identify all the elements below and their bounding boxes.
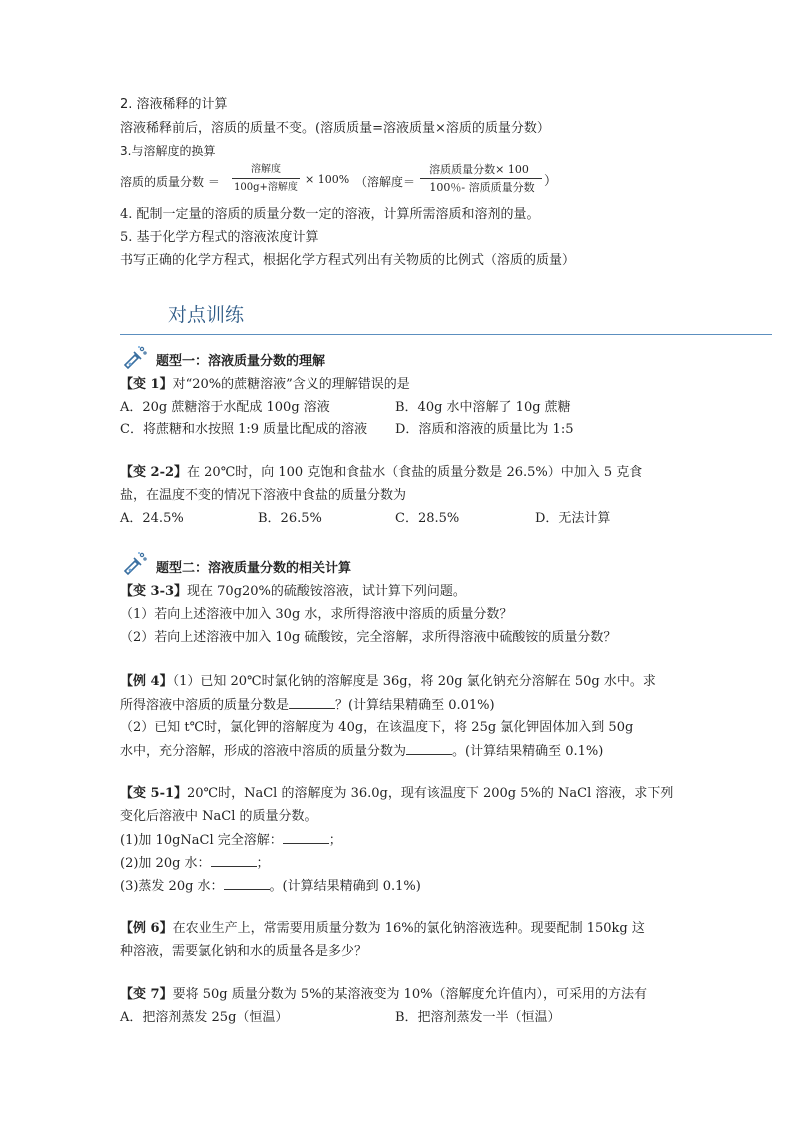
sub-question [120, 877, 421, 896]
question-4 [120, 673, 656, 691]
formula-left-denominator: 100g+溶解度 [234, 182, 298, 193]
question-tag: 【变 3-3】 [120, 584, 188, 599]
question-line [120, 696, 495, 715]
question-text: (3)蒸发 20g 水： [120, 879, 224, 894]
question-line: 盐，在温度不变的情况下溶液中食盐的质量分数为 [120, 488, 407, 503]
text-prepare: 4. 配制一定量的溶质的质量分数一定的溶液，计算所需溶质和溶剂的量。 [120, 207, 540, 222]
question-tag: 【例 6】 [120, 921, 173, 936]
option-b: B．40g 水中溶解了 10g 蔗糖 [395, 400, 571, 415]
answer-blank[interactable] [224, 877, 270, 890]
question-text: 。(计算结果精确到 0.1%) [269, 879, 421, 894]
question-tag: 【变 7】 [120, 987, 173, 1002]
sub-question: （2）若向上述溶液中加入 10g 硫酸铵，完全溶解，求所得溶液中硫酸铵的质量分数？ [120, 630, 617, 645]
question-tag: 【例 4】 [120, 674, 173, 689]
question-tag: 【变 1】 [120, 377, 173, 392]
question-line: （2）已知 t℃时，氯化钾的溶解度为 40g，在该温度下，将 25g 氯化钾固体加入到 50g [120, 720, 634, 735]
question-text: ； [256, 856, 270, 871]
answer-blank[interactable] [289, 696, 335, 709]
formula-left-numerator: 溶解度 [251, 164, 281, 175]
option-b: B．26.5% [258, 511, 322, 526]
question-tag: 【变 2-2】 [120, 465, 188, 480]
question-2 [120, 464, 642, 482]
question-6 [120, 920, 645, 938]
formula-label: 溶质的质量分数 ＝ [120, 175, 220, 189]
option-d: D．溶质和溶液的质量比为 1:5 [395, 422, 574, 437]
option-b: B．把溶剂蒸发一半（恒温） [395, 1010, 561, 1025]
option-a: A．把溶剂蒸发 25g（恒温） [120, 1010, 289, 1025]
text-dilution: 溶液稀释前后，溶质的质量不变。(溶质质量=溶液质量×溶质的质量分数） [120, 121, 550, 136]
type1-title: 题型一：溶液质量分数的理解 [156, 354, 326, 369]
option-c: C．将蔗糖和水按照 1:9 质量比配成的溶液 [120, 422, 368, 437]
section-divider [120, 334, 772, 335]
answer-blank[interactable] [211, 854, 257, 867]
formula-times: × 100% [305, 173, 350, 186]
question-line: 变化后溶液中 NaCl 的质量分数。 [120, 809, 318, 824]
heading-equation: 5. 基于化学方程式的溶液浓度计算 [120, 230, 319, 245]
answer-blank[interactable] [406, 742, 452, 755]
question-text: (1)加 10gNaCl 完全溶解： [120, 833, 283, 848]
section-title: 对点训练 [168, 304, 245, 326]
answer-blank[interactable] [283, 831, 329, 844]
formula-right-denominator: 100％- 溶质质量分数 [429, 181, 535, 194]
option-a: A．20g 蔗糖溶于水配成 100g 溶液 [120, 400, 330, 415]
heading-dilution: 2. 溶液稀释的计算 [120, 97, 228, 112]
question-text: 所得溶液中溶质的质量分数是 [120, 698, 290, 713]
question-text: ？(计算结果精确至 0.01%) [335, 698, 495, 713]
question-text: 。(计算结果精确至 0.1%) [452, 744, 604, 759]
formula-close: ） [544, 174, 558, 189]
option-a: A．24.5% [120, 511, 184, 526]
question-line: （1）已知 20℃时氯化钠的溶解度是 36g，将 20g 氯化钠充分溶解在 50g 水中。求 [172, 674, 656, 689]
option-c: C．28.5% [395, 511, 460, 526]
question-line: 在 20℃时，向 100 克饱和食盐水（食盐的质量分数是 26.5%）中加入 5 克食 [187, 465, 643, 480]
question-5 [120, 785, 673, 803]
sub-question: （1）若向上述溶液中加入 30g 水，求所得溶液中溶质的质量分数？ [120, 607, 513, 622]
question-text: 水中，充分溶解，形成的溶液中溶质的质量分数为 [120, 744, 407, 759]
formula-open: （溶解度＝ [355, 175, 416, 189]
question-7 [120, 986, 647, 1004]
fraction-bar [232, 178, 300, 179]
question-3 [120, 583, 466, 601]
sub-question [120, 854, 270, 873]
question-text: ； [328, 833, 342, 848]
flask-icon [122, 344, 148, 370]
sub-question [120, 831, 342, 850]
question-stem: 要将 50g 质量分数为 5%的某溶液变为 10%（溶解度允许值内），可采用的方法有 [172, 987, 647, 1002]
question-line: 在农业生产上，常需要用质量分数为 16%的氯化钠溶液选种。现要配制 150kg 这 [172, 921, 645, 936]
fraction-bar [420, 178, 542, 179]
flask-icon [122, 550, 148, 576]
heading-solubility: 3.与溶解度的换算 [120, 144, 216, 158]
question-tag: 【变 5-1】 [120, 786, 188, 801]
formula-right-numerator: 溶质质量分数× 100 [429, 163, 529, 176]
question-line [120, 742, 603, 761]
question-1 [120, 376, 410, 394]
question-stem: 对“20%的蔗糖溶液”含义的理解错误的是 [172, 377, 410, 392]
question-line: 种溶液，需要氯化钠和水的质量各是多少？ [120, 944, 368, 959]
question-line: 20℃时，NaCl 的溶解度为 36.0g，现有该温度下 200g 5%的 NaCl 溶液，求下列 [187, 786, 674, 801]
option-d: D．无法计算 [535, 511, 611, 526]
question-text: (2)加 20g 水： [120, 856, 211, 871]
question-stem: 现在 70g20%的硫酸铵溶液，试计算下列问题。 [187, 584, 466, 599]
text-equation: 书写正确的化学方程式，根据化学方程式列出有关物质的比例式（溶质的质量） [120, 253, 576, 268]
type2-title: 题型二：溶液质量分数的相关计算 [156, 561, 352, 576]
